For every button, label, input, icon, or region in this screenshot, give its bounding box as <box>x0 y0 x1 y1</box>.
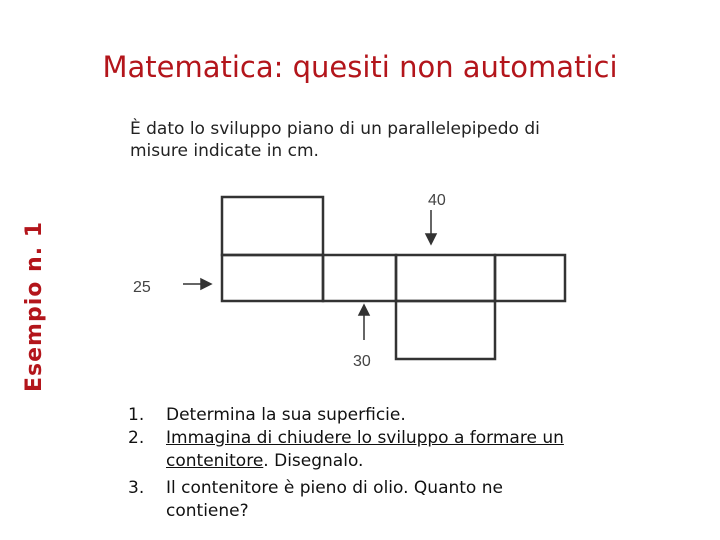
slide-title: Matematica: quesiti non automatici <box>102 50 618 84</box>
arrow-right-icon <box>183 279 211 289</box>
net-face-2 <box>323 255 396 301</box>
net-face-3 <box>396 255 495 301</box>
side-label: Esempio n. 1 <box>22 220 47 392</box>
question-text: Determina la sua superficie. <box>166 405 406 425</box>
question-number: 1. <box>128 405 145 425</box>
dimension-label-25: 25 <box>133 279 151 296</box>
arrow-down-icon <box>426 210 436 244</box>
intro-text: È dato lo sviluppo piano di un parallelepipedo di misure indicate in cm. <box>130 119 540 161</box>
net-face-1 <box>222 255 323 301</box>
question-text: Il contenitore è pieno di olio. Quanto ne contiene? <box>166 478 503 521</box>
question-text-rest: . Disegnalo. <box>263 451 364 471</box>
net-face-bottom <box>396 301 495 359</box>
question-text <box>166 427 586 473</box>
underlined-text: Immagina di chiudere lo sviluppo a formare un contenitore <box>166 428 564 471</box>
question-number: 3. <box>128 478 145 498</box>
arrow-up-icon <box>359 305 369 340</box>
dimension-label-40: 40 <box>428 192 446 209</box>
net-face-4 <box>495 255 565 301</box>
net-face-top <box>222 197 323 255</box>
dimension-label-30: 30 <box>353 353 371 370</box>
question-number: 2. <box>128 428 145 448</box>
